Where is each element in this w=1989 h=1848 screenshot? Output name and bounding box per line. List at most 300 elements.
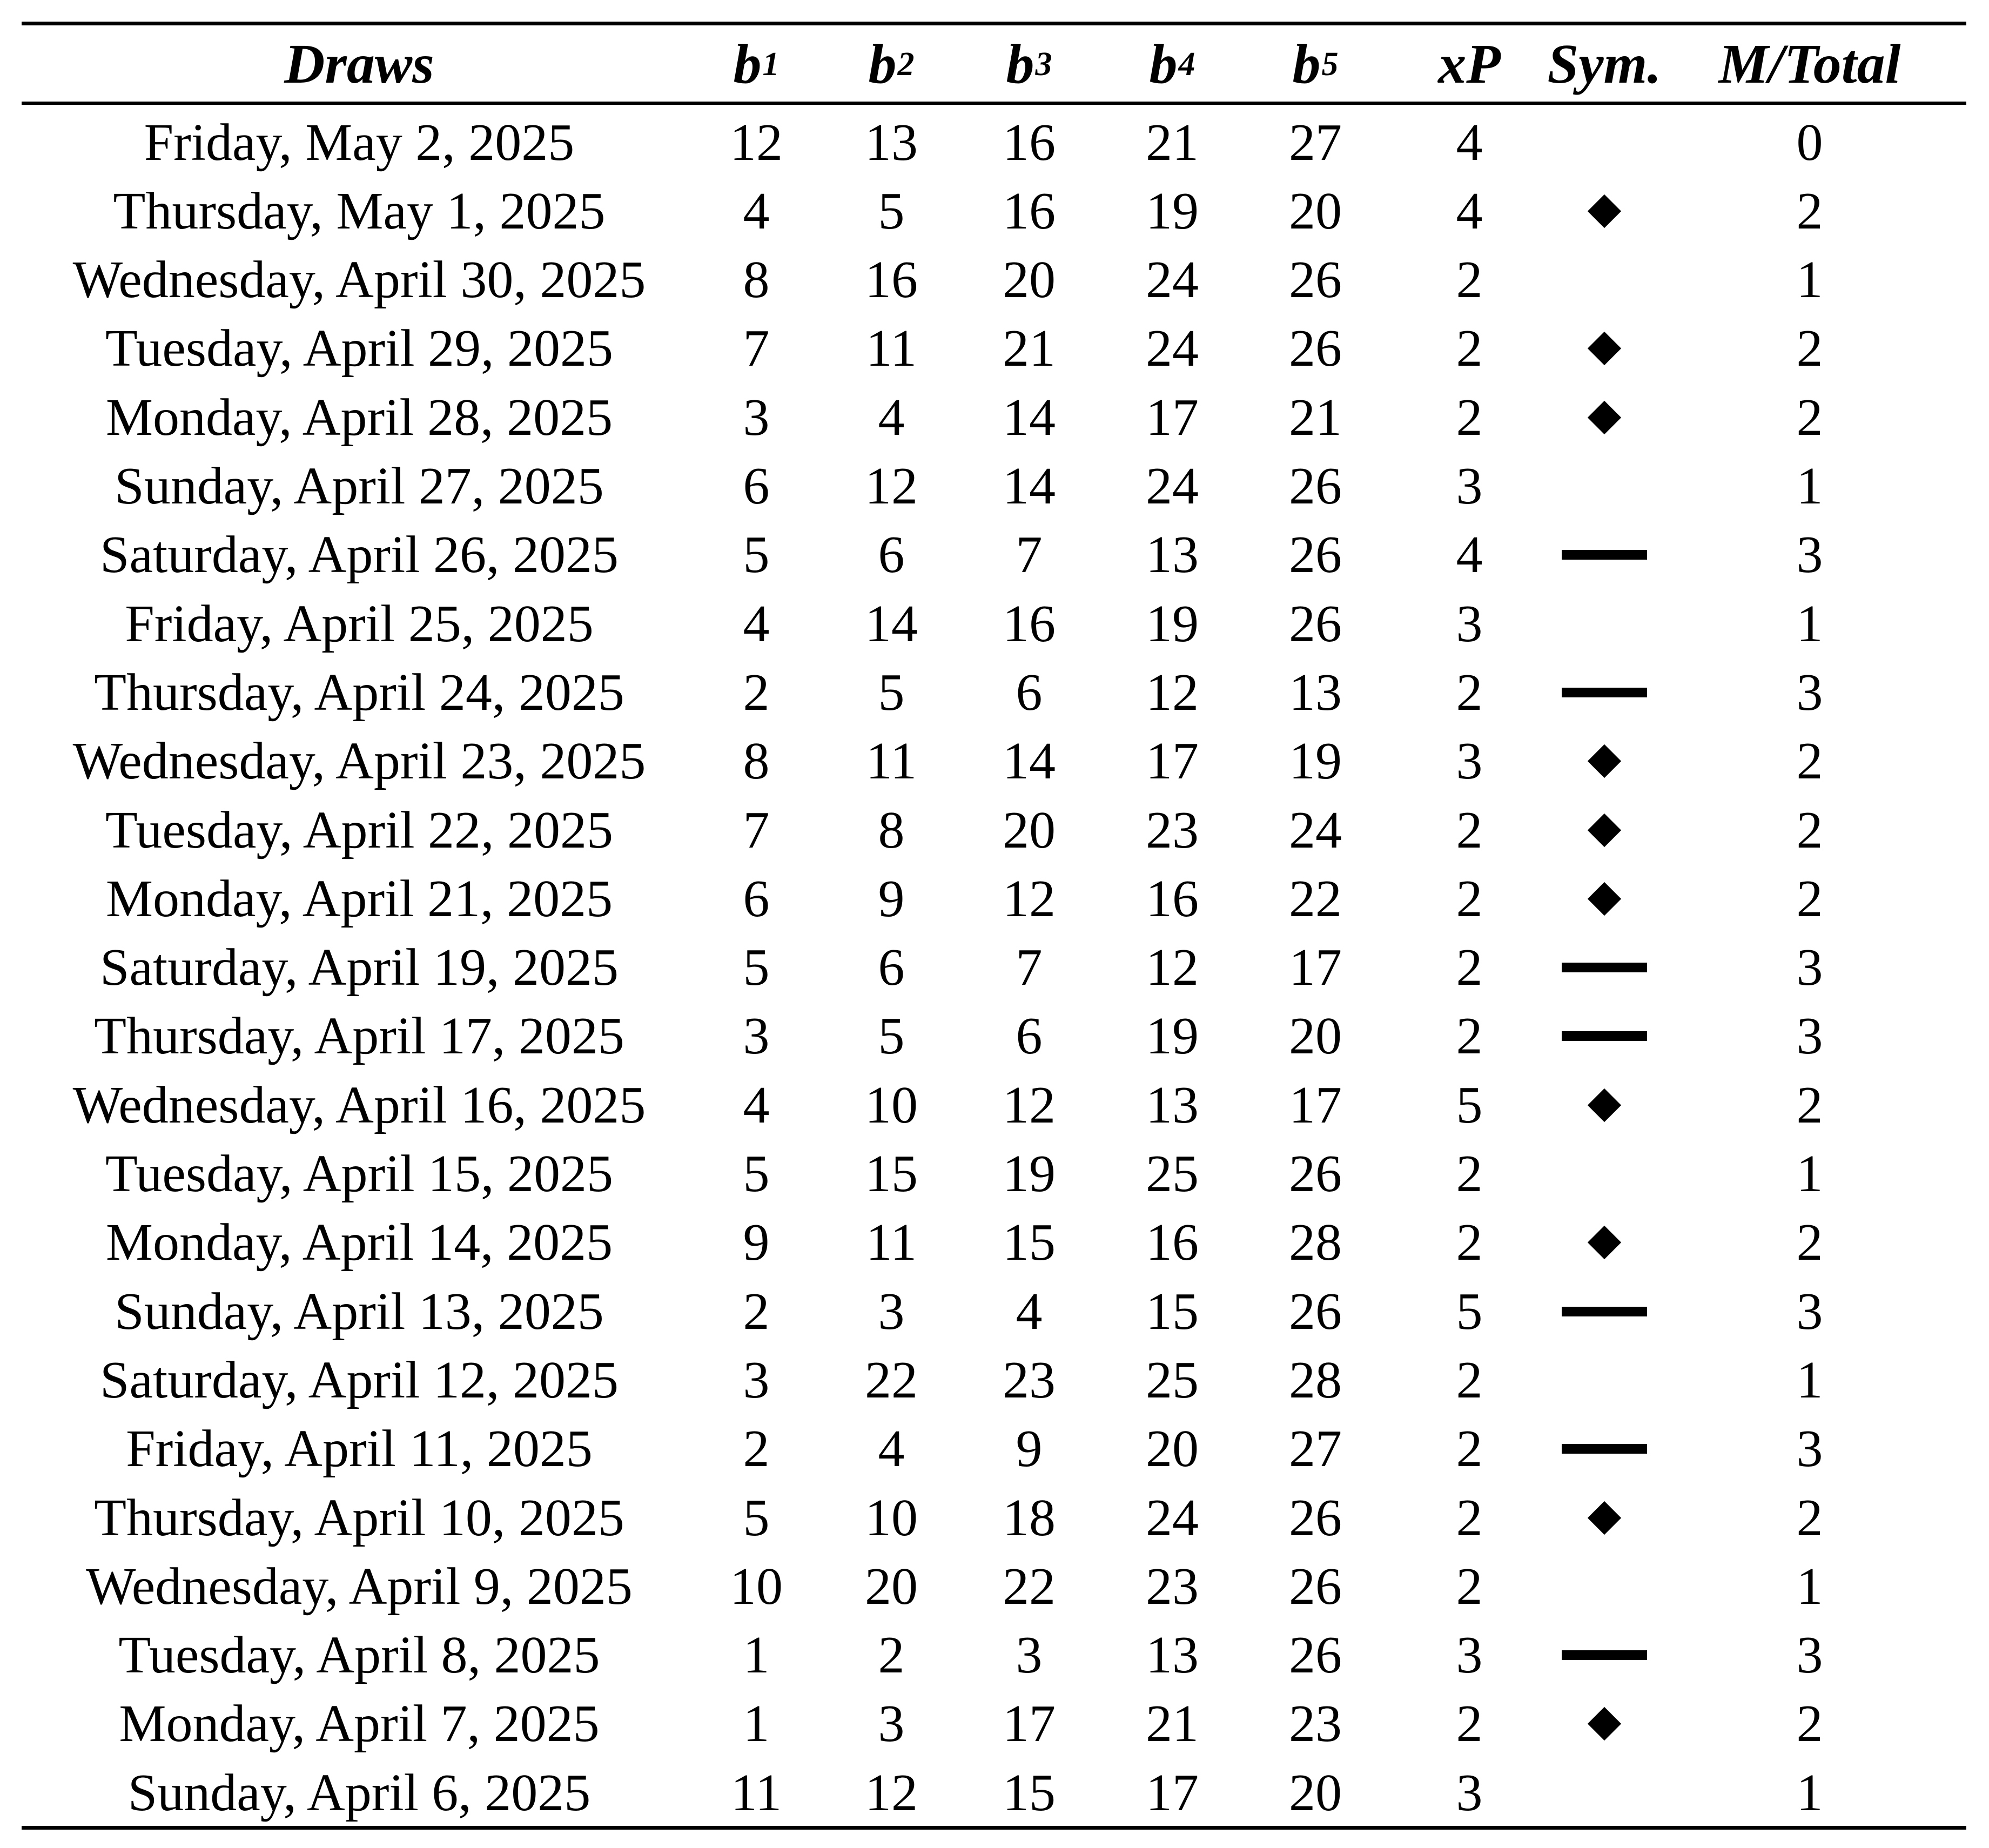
ball-4-cell-text: 19 [1146, 1007, 1199, 1066]
ball-1-cell [708, 108, 805, 177]
draw-date-cell [22, 1552, 697, 1621]
ball-5-cell-text: 27 [1289, 113, 1342, 172]
ball-4-cell-text: 23 [1146, 1557, 1199, 1616]
draw-date-cell-text: Wednesday, April 30, 2025 [72, 251, 646, 310]
ball-1-cell [708, 452, 805, 521]
xp-cell-text: 4 [1456, 182, 1483, 240]
total-cell [1696, 589, 1923, 658]
ball-4-cell-text: 19 [1146, 594, 1199, 653]
ball-1-cell-text: 10 [730, 1557, 783, 1616]
symbol-cell [1534, 1277, 1675, 1346]
ball-3-cell [980, 1140, 1078, 1208]
draw-date-cell-text: Monday, April 14, 2025 [105, 1213, 613, 1272]
total-cell-text: 2 [1796, 1213, 1823, 1272]
ball-3-cell [980, 1483, 1078, 1552]
ball-1-cell [708, 1208, 805, 1277]
xp-cell-text: 2 [1456, 1350, 1483, 1409]
ball-1-cell-text: 5 [743, 1145, 770, 1203]
xp-cell [1421, 864, 1518, 933]
ball-1-cell-text: 3 [743, 388, 770, 447]
symbol-cell [1534, 933, 1675, 1002]
table-bottom-rule [22, 1826, 1966, 1830]
ball-1-cell [708, 1071, 805, 1139]
xp-cell-text: 2 [1456, 1145, 1483, 1203]
symbol-cell [1534, 1208, 1675, 1277]
ball-3-cell [980, 1277, 1078, 1346]
ball-4-cell-text: 17 [1146, 388, 1199, 447]
draw-date-cell-text: Thursday, April 17, 2025 [94, 1007, 624, 1066]
ball-4-cell-text: 16 [1146, 1213, 1199, 1272]
draw-date-cell-text: Tuesday, April 8, 2025 [118, 1626, 600, 1685]
draw-date-cell [22, 1002, 697, 1071]
table-row [22, 452, 1966, 521]
symbol-cell [1534, 1140, 1675, 1208]
symbol-cell [1534, 1690, 1675, 1758]
total-cell-text: 1 [1796, 1145, 1823, 1203]
ball-3-cell-text: 14 [1003, 388, 1056, 447]
ball-2-cell-text: 3 [878, 1282, 905, 1341]
ball-1-cell [708, 727, 805, 796]
header-b1: b 1 [733, 33, 780, 95]
xp-cell-text: 2 [1456, 1488, 1483, 1547]
total-cell-text: 3 [1796, 1007, 1823, 1066]
dash-icon [1562, 1650, 1647, 1660]
ball-5-cell-text: 20 [1289, 1763, 1342, 1822]
ball-3-cell [980, 1002, 1078, 1071]
ball-1-cell [708, 383, 805, 452]
ball-3-cell-text: 6 [1016, 663, 1043, 722]
ball-5-cell [1267, 521, 1364, 589]
ball-3-cell-text: 7 [1016, 526, 1043, 584]
ball-5-cell [1267, 452, 1364, 521]
ball-2-cell-text: 2 [878, 1626, 905, 1685]
total-cell-text: 2 [1796, 319, 1823, 378]
ball-4-cell [1124, 1071, 1221, 1139]
ball-4-cell-text: 25 [1146, 1145, 1199, 1203]
ball-1-cell [708, 1552, 805, 1621]
ball-5-cell-text: 26 [1289, 1145, 1342, 1203]
xp-cell [1421, 1483, 1518, 1552]
ball-2-cell-text: 11 [865, 732, 917, 791]
ball-5-cell [1267, 1140, 1364, 1208]
ball-4-cell-text: 13 [1146, 526, 1199, 584]
ball-1-cell-text: 11 [730, 1763, 782, 1822]
ball-5-cell-text: 23 [1289, 1695, 1342, 1753]
draw-date-cell [22, 1621, 697, 1690]
ball-3-cell-text: 20 [1003, 801, 1056, 859]
total-cell-text: 3 [1796, 1420, 1823, 1479]
dash-icon [1562, 1444, 1647, 1454]
dash-icon [1562, 550, 1647, 560]
diamond-icon [1588, 401, 1621, 434]
ball-2-cell [843, 1140, 940, 1208]
symbol-cell [1534, 589, 1675, 658]
total-cell [1696, 1002, 1923, 1071]
symbol-cell [1534, 1346, 1675, 1414]
ball-1-cell-text: 6 [743, 457, 770, 515]
xp-cell [1421, 177, 1518, 245]
header-sym: Sym. [1547, 33, 1662, 95]
ball-5-cell [1267, 246, 1364, 314]
xp-cell-text: 2 [1456, 938, 1483, 997]
draw-date-cell [22, 452, 697, 521]
ball-4-cell-text: 20 [1146, 1420, 1199, 1479]
total-cell-text: 1 [1796, 1763, 1823, 1822]
ball-2-cell-text: 16 [865, 251, 918, 310]
total-cell [1696, 658, 1923, 727]
ball-4-cell-text: 15 [1146, 1282, 1199, 1341]
symbol-cell [1534, 1483, 1675, 1552]
draw-date-cell-text: Thursday, April 24, 2025 [94, 663, 624, 722]
ball-5-cell [1267, 1552, 1364, 1621]
ball-5-cell-text: 21 [1289, 388, 1342, 447]
draw-date-cell-text: Tuesday, April 29, 2025 [105, 319, 614, 378]
ball-3-cell-text: 12 [1003, 1076, 1056, 1134]
ball-1-cell-text: 5 [743, 1488, 770, 1547]
ball-5-cell-text: 26 [1289, 1626, 1342, 1685]
ball-1-cell [708, 1346, 805, 1414]
total-cell [1696, 1621, 1923, 1690]
ball-3-cell [980, 933, 1078, 1002]
diamond-icon [1588, 332, 1621, 365]
ball-2-cell-text: 13 [865, 113, 918, 172]
total-cell [1696, 383, 1923, 452]
draw-date-cell [22, 1690, 697, 1758]
xp-cell [1421, 589, 1518, 658]
draw-date-cell [22, 1208, 697, 1277]
ball-5-cell-text: 17 [1289, 1076, 1342, 1134]
ball-5-cell-text: 28 [1289, 1350, 1342, 1409]
ball-5-cell-text: 26 [1289, 1488, 1342, 1547]
xp-cell [1421, 246, 1518, 314]
ball-5-cell [1267, 1346, 1364, 1414]
xp-cell [1421, 521, 1518, 589]
draw-date-cell [22, 177, 697, 245]
ball-2-cell [843, 1002, 940, 1071]
xp-cell-text: 2 [1456, 251, 1483, 310]
xp-cell [1421, 1277, 1518, 1346]
ball-4-cell-text: 17 [1146, 1763, 1199, 1822]
ball-4-cell [1124, 864, 1221, 933]
table-row [22, 314, 1966, 383]
draw-date-cell [22, 1277, 697, 1346]
xp-cell [1421, 1552, 1518, 1621]
ball-3-cell-text: 21 [1003, 319, 1056, 378]
xp-cell [1421, 452, 1518, 521]
table-row [22, 108, 1966, 177]
draw-date-cell [22, 796, 697, 864]
table-row [22, 1140, 1966, 1208]
ball-4-cell [1124, 1552, 1221, 1621]
xp-cell-text: 3 [1456, 1626, 1483, 1685]
ball-2-cell [843, 383, 940, 452]
ball-1-cell-text: 2 [743, 663, 770, 722]
ball-1-cell [708, 1415, 805, 1483]
ball-5-cell [1267, 383, 1364, 452]
symbol-cell [1534, 1552, 1675, 1621]
ball-4-cell [1124, 1002, 1221, 1071]
ball-1-cell [708, 177, 805, 245]
total-cell-text: 1 [1796, 251, 1823, 310]
ball-5-cell-text: 22 [1289, 869, 1342, 928]
total-cell [1696, 521, 1923, 589]
ball-2-cell-text: 5 [878, 182, 905, 240]
ball-4-cell [1124, 1277, 1221, 1346]
draw-date-cell [22, 314, 697, 383]
ball-3-cell [980, 1415, 1078, 1483]
ball-4-cell [1124, 658, 1221, 727]
xp-cell-text: 5 [1456, 1282, 1483, 1341]
ball-3-cell [980, 589, 1078, 658]
ball-3-cell [980, 727, 1078, 796]
ball-2-cell-text: 12 [865, 1763, 918, 1822]
draw-date-cell [22, 1415, 697, 1483]
ball-4-cell [1124, 1415, 1221, 1483]
draw-date-cell [22, 108, 697, 177]
draw-date-cell-text: Sunday, April 13, 2025 [115, 1282, 604, 1341]
ball-5-cell [1267, 177, 1364, 245]
xp-cell [1421, 383, 1518, 452]
xp-cell-text: 2 [1456, 1695, 1483, 1753]
xp-cell [1421, 1758, 1518, 1827]
table-row [22, 589, 1966, 658]
ball-1-cell-text: 2 [743, 1282, 770, 1341]
header-xp: xP [1438, 33, 1501, 95]
ball-1-cell-text: 12 [730, 113, 783, 172]
total-cell-text: 2 [1796, 1076, 1823, 1134]
ball-3-cell-text: 7 [1016, 938, 1043, 997]
ball-2-cell [843, 1208, 940, 1277]
ball-2-cell [843, 1690, 940, 1758]
total-cell [1696, 864, 1923, 933]
xp-cell-text: 3 [1456, 457, 1483, 515]
ball-3-cell [980, 383, 1078, 452]
draw-date-cell [22, 1483, 697, 1552]
ball-5-cell-text: 27 [1289, 1420, 1342, 1479]
ball-2-cell [843, 727, 940, 796]
ball-3-cell-text: 18 [1003, 1488, 1056, 1547]
draw-date-cell-text: Thursday, April 10, 2025 [94, 1488, 624, 1547]
draw-date-cell [22, 864, 697, 933]
ball-2-cell [843, 177, 940, 245]
ball-5-cell-text: 20 [1289, 1007, 1342, 1066]
ball-2-cell [843, 1277, 940, 1346]
ball-2-cell [843, 1346, 940, 1414]
symbol-cell [1534, 796, 1675, 864]
xp-cell-text: 2 [1456, 319, 1483, 378]
ball-1-cell-text: 5 [743, 938, 770, 997]
draw-date-cell-text: Saturday, April 19, 2025 [100, 938, 619, 997]
ball-1-cell [708, 796, 805, 864]
ball-2-cell [843, 108, 940, 177]
ball-4-cell-text: 23 [1146, 801, 1199, 859]
draw-date-cell [22, 246, 697, 314]
xp-cell [1421, 1140, 1518, 1208]
ball-2-cell [843, 796, 940, 864]
ball-1-cell-text: 7 [743, 319, 770, 378]
ball-1-cell-text: 9 [743, 1213, 770, 1272]
table-row [22, 1415, 1966, 1483]
table-row [22, 1208, 1966, 1277]
ball-3-cell-text: 16 [1003, 594, 1056, 653]
draw-date-cell [22, 1758, 697, 1827]
ball-2-cell [843, 933, 940, 1002]
xp-cell-text: 3 [1456, 732, 1483, 791]
table-row [22, 246, 1966, 314]
ball-4-cell-text: 25 [1146, 1350, 1199, 1409]
ball-2-cell-text: 6 [878, 938, 905, 997]
ball-1-cell-text: 3 [743, 1350, 770, 1409]
ball-4-cell [1124, 246, 1221, 314]
ball-4-cell [1124, 1208, 1221, 1277]
ball-5-cell [1267, 589, 1364, 658]
table-row [22, 1552, 1966, 1621]
draw-date-cell-text: Monday, April 28, 2025 [105, 388, 613, 447]
total-cell [1696, 1690, 1923, 1758]
total-cell-text: 1 [1796, 594, 1823, 653]
draw-date-cell-text: Friday, April 25, 2025 [125, 594, 594, 653]
xp-cell-text: 2 [1456, 663, 1483, 722]
ball-3-cell [980, 246, 1078, 314]
ball-3-cell [980, 1758, 1078, 1827]
ball-2-cell [843, 1552, 940, 1621]
diamond-icon [1588, 744, 1621, 778]
ball-1-cell [708, 246, 805, 314]
symbol-cell [1534, 1415, 1675, 1483]
ball-3-cell-text: 14 [1003, 732, 1056, 791]
table-row [22, 1071, 1966, 1139]
symbol-cell [1534, 452, 1675, 521]
table-row [22, 658, 1966, 727]
ball-1-cell-text: 3 [743, 1007, 770, 1066]
ball-1-cell [708, 1277, 805, 1346]
diamond-icon [1588, 882, 1621, 916]
symbol-cell [1534, 727, 1675, 796]
header-b3: b 3 [1006, 33, 1052, 95]
ball-2-cell-text: 20 [865, 1557, 918, 1616]
table-row [22, 1690, 1966, 1758]
total-cell [1696, 108, 1923, 177]
xp-cell-text: 2 [1456, 869, 1483, 928]
ball-4-cell-text: 16 [1146, 869, 1199, 928]
ball-5-cell [1267, 1415, 1364, 1483]
draw-date-cell-text: Saturday, April 26, 2025 [100, 526, 619, 584]
ball-4-cell-text: 24 [1146, 1488, 1199, 1547]
ball-3-cell [980, 521, 1078, 589]
ball-4-cell [1124, 589, 1221, 658]
table-row [22, 796, 1966, 864]
ball-2-cell [843, 1415, 940, 1483]
xp-cell-text: 5 [1456, 1076, 1483, 1134]
xp-cell-text: 2 [1456, 388, 1483, 447]
ball-4-cell-text: 12 [1146, 938, 1199, 997]
xp-cell [1421, 727, 1518, 796]
ball-5-cell-text: 20 [1289, 182, 1342, 240]
ball-4-cell-text: 13 [1146, 1626, 1199, 1685]
total-cell [1696, 246, 1923, 314]
ball-4-cell [1124, 452, 1221, 521]
table-row [22, 727, 1966, 796]
ball-3-cell [980, 1621, 1078, 1690]
ball-4-cell-text: 13 [1146, 1076, 1199, 1134]
table-row [22, 1002, 1966, 1071]
draw-date-cell-text: Wednesday, April 9, 2025 [86, 1557, 633, 1616]
dash-icon [1562, 688, 1647, 697]
ball-5-cell-text: 26 [1289, 594, 1342, 653]
ball-2-cell-text: 14 [865, 594, 918, 653]
total-cell-text: 2 [1796, 869, 1823, 928]
ball-4-cell-text: 24 [1146, 319, 1199, 378]
ball-2-cell-text: 5 [878, 663, 905, 722]
diamond-icon [1588, 813, 1621, 846]
draw-date-cell-text: Wednesday, April 23, 2025 [72, 732, 646, 791]
symbol-cell [1534, 521, 1675, 589]
ball-2-cell [843, 452, 940, 521]
ball-4-cell [1124, 383, 1221, 452]
ball-1-cell [708, 314, 805, 383]
ball-3-cell-text: 16 [1003, 182, 1056, 240]
ball-4-cell-text: 24 [1146, 251, 1199, 310]
symbol-cell [1534, 246, 1675, 314]
table-top-rule [22, 22, 1966, 25]
xp-cell [1421, 1071, 1518, 1139]
table-row [22, 383, 1966, 452]
total-cell-text: 2 [1796, 732, 1823, 791]
ball-2-cell-text: 3 [878, 1695, 905, 1753]
ball-1-cell [708, 1002, 805, 1071]
ball-4-cell-text: 21 [1146, 1695, 1199, 1753]
draw-date-cell-text: Wednesday, April 16, 2025 [72, 1076, 646, 1134]
draw-date-cell-text: Sunday, April 6, 2025 [127, 1763, 591, 1822]
ball-3-cell-text: 20 [1003, 251, 1056, 310]
ball-2-cell [843, 864, 940, 933]
symbol-cell [1534, 1758, 1675, 1827]
xp-cell-text: 2 [1456, 1420, 1483, 1479]
diamond-icon [1588, 1501, 1621, 1534]
total-cell [1696, 1552, 1923, 1621]
ball-5-cell-text: 28 [1289, 1213, 1342, 1272]
ball-4-cell [1124, 933, 1221, 1002]
ball-4-cell [1124, 1483, 1221, 1552]
total-cell-text: 3 [1796, 1282, 1823, 1341]
ball-5-cell-text: 13 [1289, 663, 1342, 722]
table-header-row [22, 28, 1966, 100]
ball-2-cell-text: 11 [865, 319, 917, 378]
table-row [22, 521, 1966, 589]
xp-cell [1421, 314, 1518, 383]
ball-5-cell-text: 26 [1289, 251, 1342, 310]
ball-5-cell [1267, 1483, 1364, 1552]
total-cell-text: 0 [1796, 113, 1823, 172]
symbol-cell [1534, 1002, 1675, 1071]
symbol-cell [1534, 864, 1675, 933]
ball-2-cell [843, 1071, 940, 1139]
xp-cell [1421, 933, 1518, 1002]
ball-3-cell-text: 15 [1003, 1213, 1056, 1272]
ball-1-cell-text: 4 [743, 594, 770, 653]
symbol-cell [1534, 1621, 1675, 1690]
ball-1-cell-text: 4 [743, 1076, 770, 1134]
ball-5-cell [1267, 1208, 1364, 1277]
ball-5-cell-text: 24 [1289, 801, 1342, 859]
table-row [22, 1758, 1966, 1827]
table-header-rule [22, 102, 1966, 105]
ball-1-cell [708, 1758, 805, 1827]
total-cell [1696, 1758, 1923, 1827]
ball-2-cell [843, 658, 940, 727]
xp-cell-text: 4 [1456, 526, 1483, 584]
xp-cell-text: 3 [1456, 1763, 1483, 1822]
